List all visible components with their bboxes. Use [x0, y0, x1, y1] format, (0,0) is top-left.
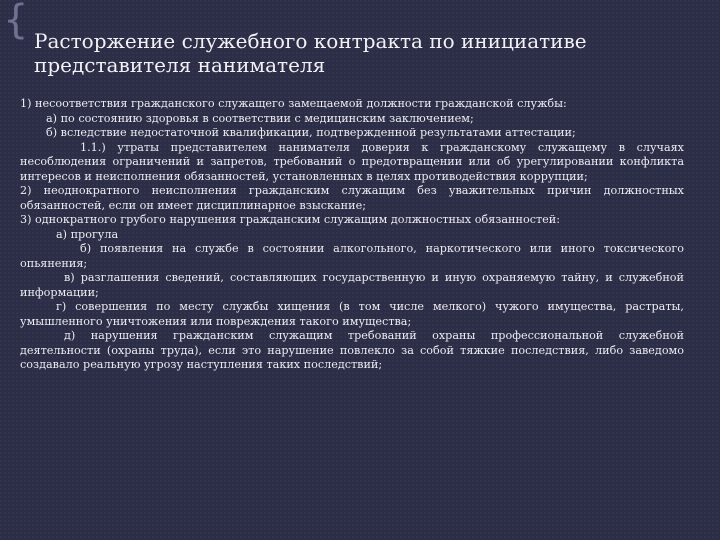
paragraph-3a: а) прогула	[56, 227, 119, 241]
slide-title: Расторжение служебного контракта по инициативе представителя нанимателя	[34, 29, 587, 77]
paragraph-2: 2) неоднократного неисполнения гражданским служащим без уважительных причин должностных обязанностей, если он имеет дисциплинарное взыскание;	[20, 184, 684, 212]
paragraph-1b: б) вследствие недостаточной квалификации, подтвержденной результатами аттестации;	[46, 126, 576, 139]
paragraph-1a: а) по состоянию здоровья в соответствии с медицинским заключением;	[46, 111, 474, 125]
paragraph-3v: в) разглашения сведений, составляющих государственную и иную охраняемую тайну, и служебной информации;	[20, 271, 684, 299]
paragraph-1: 1) несоответствия гражданского служащего замещаемой должности гражданской службы:	[20, 97, 567, 110]
paragraph-3: 3) однократного грубого нарушения гражданским служащим должностных обязанностей:	[20, 213, 561, 226]
paragraph-3d: д) нарушения гражданским служащим требований охраны профессиональной служебной деятельности (охраны труда), если это нарушение повлекло за собой тяжкие последствия, либо заведомо создавало реальную угрозу наступления таких последствий;	[20, 329, 684, 371]
slide-body	[20, 97, 684, 373]
brace-decoration: {	[3, 0, 29, 43]
paragraph-3b: б) появления на службе в состоянии алкогольного, наркотического или иного токсического опьянения;	[20, 242, 684, 270]
paragraph-3g: г) совершения по месту службы хищения (в том числе мелкого) чужого имущества, растраты, умышленного уничтожения или повреждения такого имущества;	[20, 300, 684, 328]
paragraph-1-1: 1.1.) утраты представителем нанимателя доверия к гражданскому служащему в случаях несоблюдения ограничений и запретов, требований о предотвращении или об урегулировании конфликта интересов и неисполнения обязанностей, установленных в целях противодействия коррупции;	[20, 140, 684, 183]
